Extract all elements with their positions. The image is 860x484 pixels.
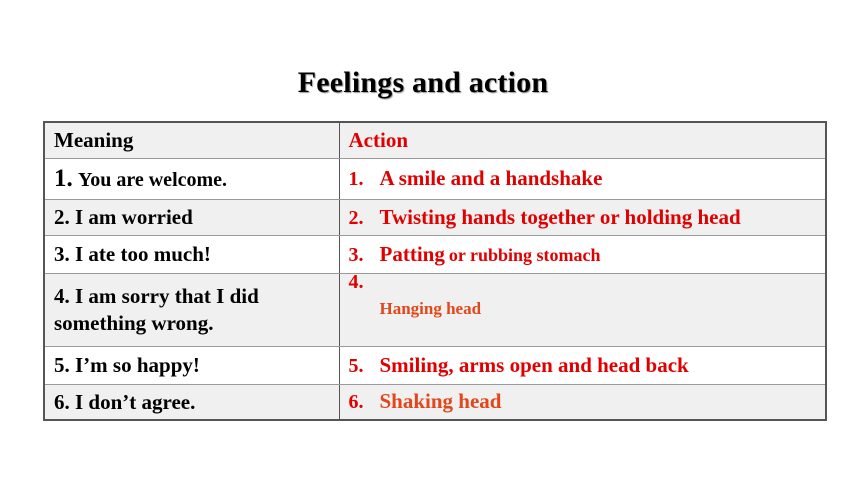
action-text: Twisting hands together or holding head xyxy=(379,204,741,229)
action-cell xyxy=(339,270,826,346)
meaning-text: You are welcome. xyxy=(78,168,228,191)
meaning-cell xyxy=(44,346,339,384)
page-title: Feelings and action xyxy=(297,66,549,99)
meaning-cell xyxy=(44,199,339,235)
action-number: 2. xyxy=(348,206,364,229)
header-action: Action xyxy=(339,122,826,158)
row-number: 2. xyxy=(54,204,70,229)
table-row xyxy=(44,158,826,199)
row-number: 5. xyxy=(54,352,70,377)
action-cell xyxy=(339,384,826,420)
action-number: 5. xyxy=(348,354,364,377)
table-header-row xyxy=(44,122,826,158)
meaning-text: I don’t agree. xyxy=(75,389,196,414)
meaning-text: I am worried xyxy=(75,204,193,229)
action-number: 3. xyxy=(348,243,364,266)
action-cell xyxy=(339,235,826,273)
action-cell xyxy=(339,199,826,235)
table-row xyxy=(44,235,826,273)
feelings-action-table xyxy=(43,121,827,421)
meaning-cell xyxy=(44,158,339,199)
table-row xyxy=(44,384,826,420)
table-row xyxy=(44,199,826,235)
table-row xyxy=(44,273,826,346)
action-number: 6. xyxy=(348,391,364,414)
meaning-text: I’m so happy! xyxy=(75,352,200,377)
meaning-text: I am sorry that I did xyxy=(75,284,259,309)
action-text-rest: or rubbing stomach xyxy=(448,244,601,265)
action-cell xyxy=(339,158,826,199)
action-cell xyxy=(339,346,826,384)
action-text: Hanging head xyxy=(379,298,482,318)
meaning-line-2: something wrong. xyxy=(54,310,214,335)
meaning-cell xyxy=(44,273,339,346)
action-text-main: Patting xyxy=(379,241,445,266)
action-text: Smiling, arms open and head back xyxy=(379,352,689,377)
row-number: 3. xyxy=(54,241,70,266)
action-text: A smile and a handshake xyxy=(379,166,603,190)
meaning-cell xyxy=(44,384,339,420)
meaning-cell xyxy=(44,235,339,273)
row-number: 6. xyxy=(54,389,70,414)
table-row xyxy=(44,346,826,384)
action-number: 4. xyxy=(348,270,364,293)
row-number: 4. xyxy=(54,284,70,309)
header-meaning: Meaning xyxy=(44,122,339,158)
meaning-text: I ate too much! xyxy=(75,241,211,266)
action-text: Shaking head xyxy=(379,389,502,414)
meaning-line-1 xyxy=(54,283,339,309)
action-number: 1. xyxy=(348,168,364,190)
row-number: 1. xyxy=(54,164,73,192)
